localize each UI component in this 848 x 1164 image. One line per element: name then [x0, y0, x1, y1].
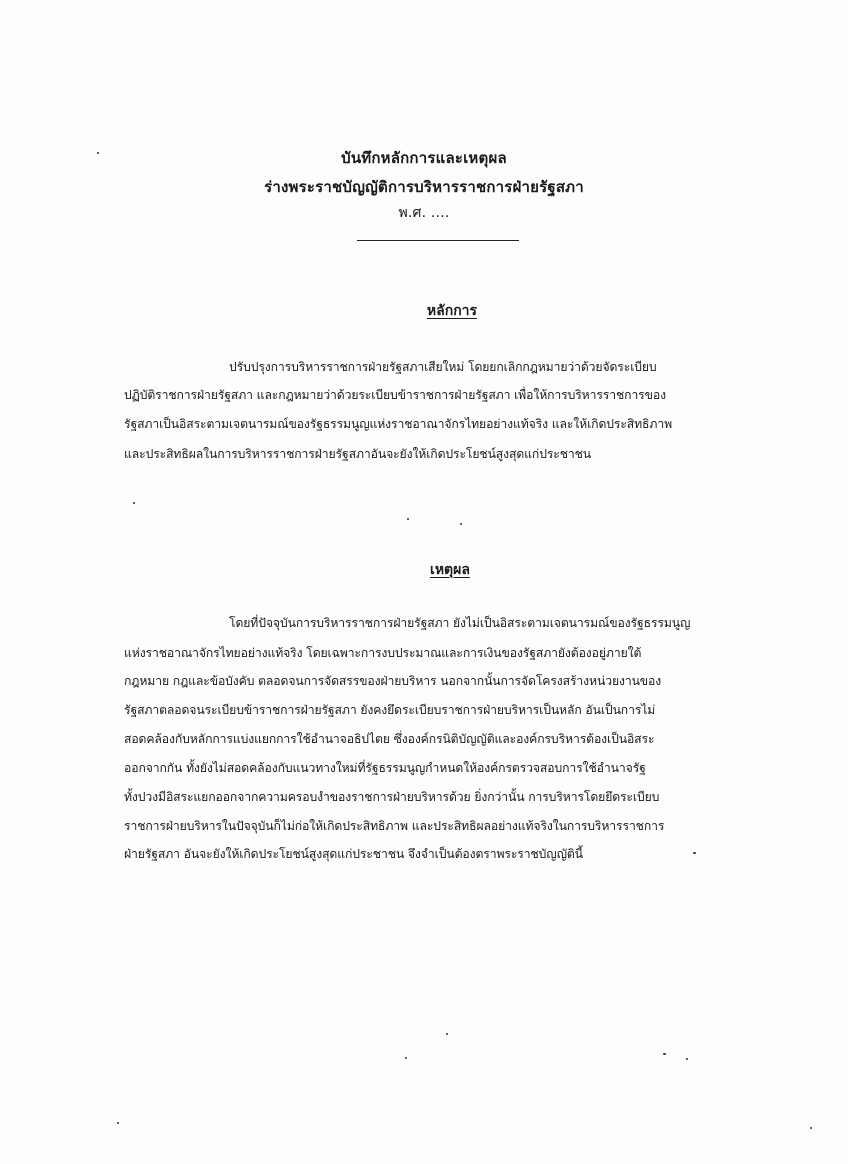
scan-speck: [446, 1033, 448, 1035]
reason-line: แห่งราชอาณาจักรไทยอย่างแท้จริง โดยเฉพาะการงบประมาณและการเงินของรัฐสภายังต้องอยู่ภายใต้: [124, 646, 642, 660]
reason-line: ทั้งปวงมีอิสระแยกออกจากความครอบงำของราชการฝ่ายบริหารด้วย ยิ่งกว่านั้น การบริหารโดยยึดระเบียบ: [124, 790, 660, 804]
scan-speck: [405, 1057, 407, 1059]
reason-line: ฝ่ายรัฐสภา อันจะยังให้เกิดประโยชน์สูงสุดแก่ประชาชน จึงจำเป็นต้องตราพระราชบัญญัตินี้: [124, 847, 583, 861]
scan-speck: [663, 1053, 666, 1055]
scan-speck: [133, 502, 135, 504]
scan-speck: [460, 523, 462, 525]
reason-line: ราชการฝ่ายบริหารในปัจจุบันก็ไม่ก่อให้เกิดประสิทธิภาพ และประสิทธิผลอย่างแท้จริงในการบริหารราชการ: [124, 819, 665, 833]
reason-line: รัฐสภาตลอดจนระเบียบข้าราชการฝ่ายรัฐสภา ยังคงยึดระเบียบราชการฝ่ายบริหารเป็นหลัก อันเป็นการไม่: [124, 703, 656, 717]
scan-speck: [407, 518, 409, 520]
bill-year: พ.ศ. ....: [398, 205, 450, 221]
principle-line: ปฏิบัติราชการฝ่ายรัฐสภา และกฎหมายว่าด้วยระเบียบข้าราชการฝ่ายรัฐสภา เพื่อให้การบริหารราชการของ: [124, 388, 666, 402]
scan-speck: [810, 1127, 812, 1129]
scan-speck: [117, 1122, 119, 1124]
reason-line: โดยที่ปัจจุบันการบริหารราชการฝ่ายรัฐสภา ยังไม่เป็นอิสระตามเจตนารมณ์ของรัฐธรรมนูญ: [229, 616, 691, 630]
title-divider: [357, 240, 519, 241]
reason-line: สอดคล้องกับหลักการแบ่งแยกการใช้อำนาจอธิปไตย ซึ่งองค์กรนิติบัญญัติและองค์กรบริหารต้องเป็นอิสระ: [124, 732, 655, 746]
principle-line: รัฐสภาเป็นอิสระตามเจตนารมณ์ของรัฐธรรมนูญแห่งราชอาณาจักรไทยอย่างแท้จริง และให้เกิดประสิทธิภาพ: [124, 417, 673, 431]
scan-speck: [97, 152, 99, 154]
reason-heading: เหตุผล: [430, 562, 470, 578]
scan-speck: [693, 852, 696, 854]
principle-heading: หลักการ: [426, 303, 478, 319]
reason-line: ออกจากกัน ทั้งยังไม่สอดคล้องกับแนวทางใหม่ที่รัฐธรรมนูญกำหนดให้องค์กรตรวจสอบการใช้อำนาจรัฐ: [124, 761, 646, 775]
memo-title: บันทึกหลักการและเหตุผล: [341, 149, 507, 167]
bill-title: ร่างพระราชบัญญัติการบริหารราชการฝ่ายรัฐสภา: [264, 178, 584, 196]
scan-speck: [686, 1058, 688, 1060]
principle-line: และประสิทธิผลในการบริหารราชการฝ่ายรัฐสภาอันจะยังให้เกิดประโยชน์สูงสุดแก่ประชาชน: [124, 447, 592, 461]
reason-line: กฎหมาย กฎและข้อบังคับ ตลอดจนการจัดสรรของฝ่ายบริหาร นอกจากนั้นการจัดโครงสร้างหน่วยงานของ: [124, 674, 662, 688]
principle-line: ปรับปรุงการบริหารราชการฝ่ายรัฐสภาเสียใหม่ โดยยกเลิกกฎหมายว่าด้วยจัดระเบียบ: [229, 360, 657, 374]
